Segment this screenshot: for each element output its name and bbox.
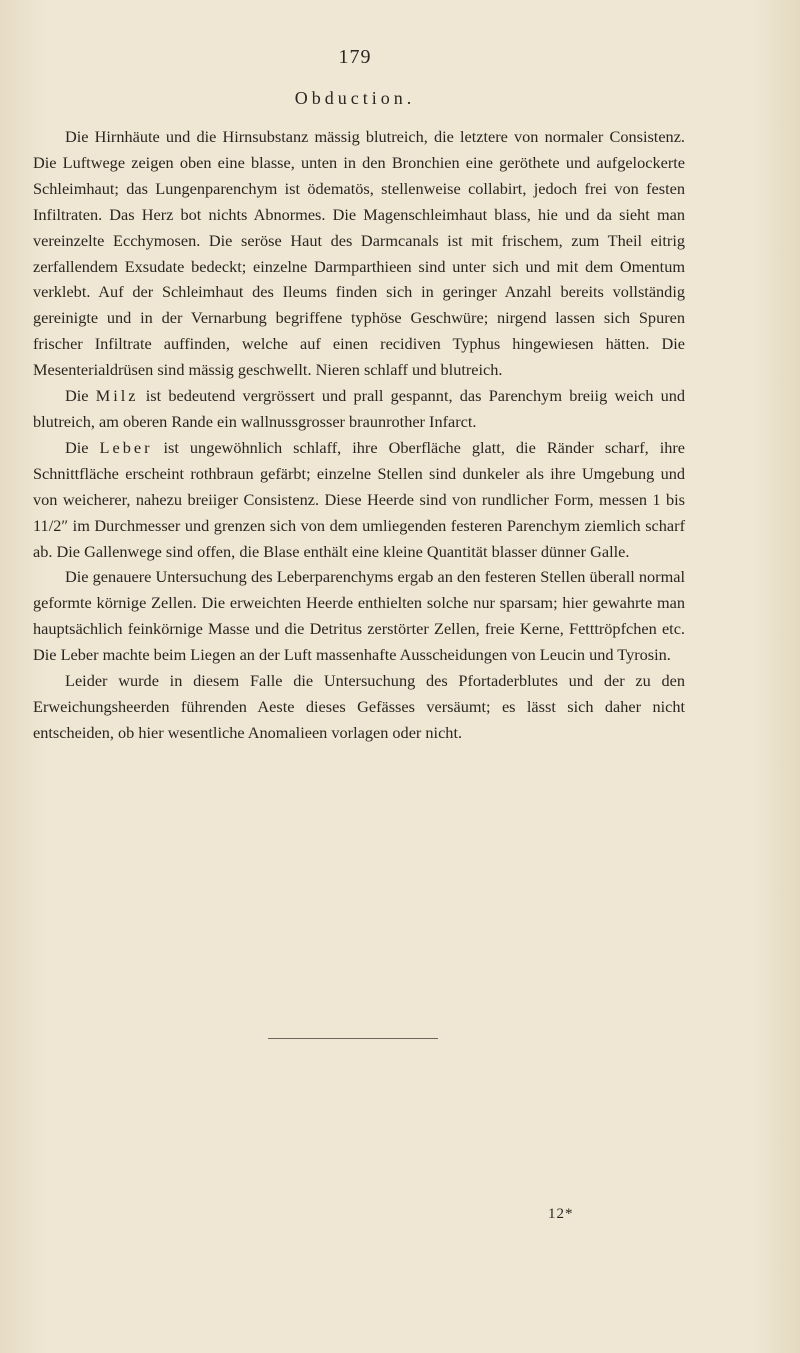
- paragraph-rest: ist ungewöhnlich schlaff, ihre Oberfläche glatt, die Ränder scharf, ihre Schnittfläche erscheint rothbraun gefärbt; einzelne Stellen sind dunkeler als ihre Umgebung und von weicherer, nahezu breiiger Consistenz. Diese Heerde sind von rundlicher Form, messen 1 bis 1: [33, 437, 686, 535]
- paragraph-microscopy: Die genauere Untersuchung des Leberparenchyms ergab an den festeren Stellen überall normal geformte körnige Zellen. Die erweichten Heerde enthielten solche nur sparsam; hier gewahrte man hauptsächlich feinkörnige Masse und die Detritus zerstörter Zellen, freie Kerne, Fetttröpfchen etc. Die Leber machte beim Liegen an der Luft massenhafte Ausscheidungen von Leucin und Tyrosin.: [33, 567, 685, 665]
- section-heading: Obduction.: [294, 88, 416, 108]
- paragraph-rest-2: ″ im Durchmesser und grenzen sich von dem umliegenden festeren Parenchym ziemlich scharf ab. Die Gallenwege sind offen, die Blase enthält eine kleine Quantität blasser dünner Galle.: [33, 515, 685, 561]
- paragraph-spleen: [33, 383, 685, 435]
- section-divider: [268, 1038, 438, 1039]
- term-milz: Milz: [95, 386, 139, 406]
- page-number: 179: [338, 46, 372, 68]
- fraction: 1/2: [40, 515, 62, 535]
- paragraph-omission: Leider wurde in diesem Falle die Untersuchung des Pfortaderblutes und der zu den Erweichungsheerden führenden Aeste dieses Gefässes versäumt; es lässt sich daher nicht entscheiden, ob hier wesentliche Anomalieen vorlagen oder nicht.: [33, 671, 685, 742]
- paragraph-rest: ist bedeutend vergrössert und prall gespannt, das Parenchym breiig weich und blutreich, am oberen Rande ein wallnussgrosser braunrother Infarct.: [33, 386, 686, 431]
- paragraph-lead: Die: [65, 386, 96, 406]
- signature-mark: 12*: [548, 1206, 574, 1222]
- paragraph-lead: Die: [65, 437, 100, 457]
- body-text: [33, 124, 685, 746]
- paragraph-general-findings: Die Hirnhäute und die Hirnsubstanz mässig blutreich, die letztere von normaler Consistenz. Die Luftwege zeigen oben eine blasse, unten in den Bronchien eine geröthete und aufgelockerte Schleimhaut; das Lungenparenchym ist ödematös, stellenweise collabirt, jedoch frei von festen Infiltraten. Das Herz bot nichts Abnormes. Die Magenschleimhaut blass, hie und da sieht man vereinzelte Ecchymosen. Die seröse Haut des Darmcanals ist mit frischem, zum Theil eitrig zerfallendem Exsudate bedeckt; einzelne Darmparthieen sind unter sich und mit dem Omentum verklebt. Auf der Schleimhaut des Ileums finden sich in geringer Anzahl bereits vollständig gereinigte und in der Vernarbung begriffene typhöse Geschwüre; nirgend lassen sich Spuren frischer Infiltrate auffinden, welche auf einen recidiven Typhus hingewiesen hätten. Die Mesenterialdrüsen sind mässig geschwellt. Nieren schlaff und blutreich.: [33, 127, 685, 380]
- term-leber: Leber: [99, 437, 153, 457]
- paragraph-liver: [33, 435, 685, 565]
